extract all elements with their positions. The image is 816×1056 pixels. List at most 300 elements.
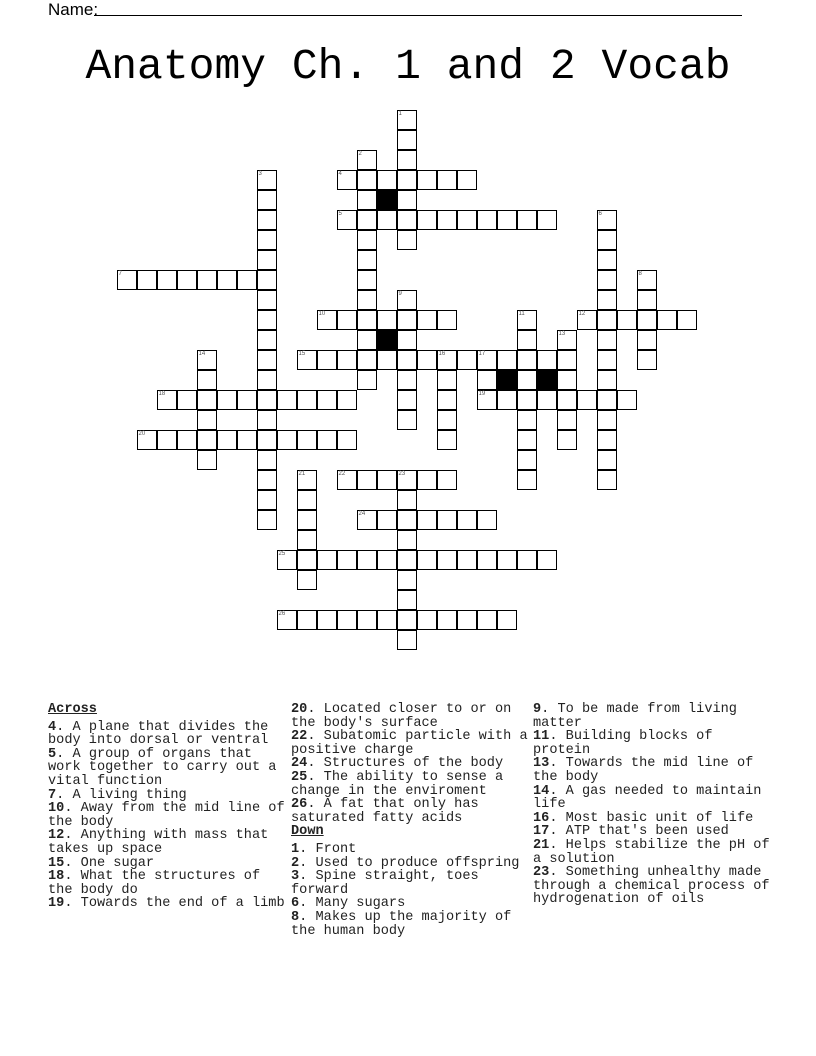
grid-cell[interactable] bbox=[357, 310, 377, 330]
clue-num: 16 bbox=[533, 810, 550, 826]
clue-number: 20 bbox=[138, 430, 146, 437]
grid-cell[interactable] bbox=[457, 210, 477, 230]
clue-number: 18 bbox=[158, 390, 166, 397]
grid-cell[interactable] bbox=[437, 350, 457, 370]
grid-cell[interactable] bbox=[597, 410, 617, 430]
grid-cell[interactable] bbox=[397, 390, 417, 410]
grid-cell[interactable] bbox=[657, 310, 677, 330]
clue-separator: . bbox=[299, 896, 316, 912]
grid-cell[interactable] bbox=[517, 390, 537, 410]
clue-text: A gas needed to maintain life bbox=[533, 783, 762, 813]
grid-cell[interactable] bbox=[417, 210, 437, 230]
grid-cell[interactable] bbox=[357, 230, 377, 250]
grid-cell[interactable] bbox=[337, 390, 357, 410]
clue-item bbox=[533, 825, 773, 839]
clue-text: Something unhealthy made through a chemical process of hydrogenation of oils bbox=[533, 865, 770, 908]
grid-cell[interactable] bbox=[637, 310, 657, 330]
clue-num: 23 bbox=[533, 865, 550, 881]
grid-cell[interactable] bbox=[257, 250, 277, 270]
grid-cell[interactable] bbox=[297, 550, 317, 570]
grid-cell[interactable] bbox=[317, 350, 337, 370]
grid-cell[interactable] bbox=[437, 510, 457, 530]
clue-num: 15 bbox=[48, 855, 65, 871]
clue-number: 17 bbox=[478, 350, 486, 357]
grid-cell[interactable] bbox=[637, 290, 657, 310]
grid-cell[interactable] bbox=[457, 610, 477, 630]
grid-cell[interactable] bbox=[177, 390, 197, 410]
grid-cell[interactable] bbox=[357, 210, 377, 230]
grid-cell[interactable] bbox=[157, 390, 177, 410]
grid-cell[interactable] bbox=[597, 270, 617, 290]
grid-cell[interactable] bbox=[317, 310, 337, 330]
grid-cell[interactable] bbox=[397, 190, 417, 210]
grid-cell[interactable] bbox=[417, 310, 437, 330]
grid-cell[interactable] bbox=[557, 350, 577, 370]
grid-cell[interactable] bbox=[397, 130, 417, 150]
grid-cell[interactable] bbox=[337, 470, 357, 490]
grid-cell[interactable] bbox=[537, 350, 557, 370]
clue-text: Anything with mass that takes up space bbox=[48, 828, 269, 857]
grid-cell[interactable] bbox=[577, 310, 597, 330]
grid-cell[interactable] bbox=[417, 350, 437, 370]
grid-cell[interactable] bbox=[257, 290, 277, 310]
clue-text: Most basic unit of life bbox=[565, 810, 754, 826]
grid-cell[interactable] bbox=[377, 510, 397, 530]
clue-number: 3 bbox=[258, 170, 262, 177]
grid-cell[interactable] bbox=[517, 330, 537, 350]
grid-cell[interactable] bbox=[557, 390, 577, 410]
grid-cell[interactable] bbox=[477, 390, 497, 410]
grid-cell[interactable] bbox=[537, 550, 557, 570]
down-heading: Down bbox=[291, 824, 324, 840]
clue-separator: . bbox=[307, 797, 324, 813]
grid-cell[interactable] bbox=[437, 410, 457, 430]
name-field bbox=[48, 0, 98, 20]
grid-cell[interactable] bbox=[597, 230, 617, 250]
grid-cell[interactable] bbox=[437, 210, 457, 230]
grid-cell[interactable] bbox=[417, 510, 437, 530]
grid-cell[interactable] bbox=[237, 270, 257, 290]
clue-text: Subatomic particle with a positive charge bbox=[291, 729, 528, 758]
clue-text: To be made from living matter bbox=[533, 702, 737, 731]
grid-cell[interactable] bbox=[217, 270, 237, 290]
grid-cell[interactable] bbox=[437, 170, 457, 190]
grid-cell[interactable] bbox=[557, 370, 577, 390]
clue-separator: . bbox=[549, 824, 566, 840]
clue-item bbox=[533, 730, 773, 757]
grid-cell[interactable] bbox=[397, 590, 417, 610]
grid-cell[interactable] bbox=[677, 310, 697, 330]
grid-cell[interactable] bbox=[157, 270, 177, 290]
clue-separator: . bbox=[56, 719, 73, 735]
grid-cell[interactable] bbox=[237, 390, 257, 410]
grid-cell[interactable] bbox=[497, 210, 517, 230]
grid-cell[interactable] bbox=[157, 430, 177, 450]
grid-cell[interactable] bbox=[257, 430, 277, 450]
grid-cell[interactable] bbox=[117, 270, 137, 290]
grid-cell[interactable] bbox=[317, 610, 337, 630]
clue-separator: . bbox=[541, 702, 558, 717]
grid-cell[interactable] bbox=[177, 270, 197, 290]
grid-cell[interactable] bbox=[497, 610, 517, 630]
clue-separator: . bbox=[64, 828, 81, 844]
grid-cell[interactable] bbox=[397, 310, 417, 330]
grid-cell[interactable] bbox=[297, 350, 317, 370]
grid-cell[interactable] bbox=[437, 370, 457, 390]
grid-cell[interactable] bbox=[537, 390, 557, 410]
grid-cell[interactable] bbox=[577, 390, 597, 410]
grid-cell[interactable] bbox=[317, 390, 337, 410]
grid-cell[interactable] bbox=[357, 470, 377, 490]
clue-num: 5 bbox=[48, 746, 57, 762]
grid-cell[interactable] bbox=[457, 550, 477, 570]
grid-cell[interactable] bbox=[197, 270, 217, 290]
clue-num: 26 bbox=[291, 797, 308, 813]
grid-cell[interactable] bbox=[357, 350, 377, 370]
clue-number: 12 bbox=[578, 310, 586, 317]
clue-num: 10 bbox=[48, 801, 65, 817]
grid-cell[interactable] bbox=[397, 330, 417, 350]
grid-cell[interactable] bbox=[357, 550, 377, 570]
grid-cell[interactable] bbox=[377, 170, 397, 190]
clue-item bbox=[533, 703, 773, 730]
clue-separator: . bbox=[299, 841, 316, 857]
grid-cell[interactable] bbox=[257, 450, 277, 470]
clue-separator: . bbox=[549, 837, 566, 853]
grid-cell[interactable] bbox=[437, 550, 457, 570]
grid-cell[interactable] bbox=[217, 390, 237, 410]
grid-cell[interactable] bbox=[257, 310, 277, 330]
grid-cell[interactable] bbox=[277, 610, 297, 630]
clue-text: ATP that's been used bbox=[565, 824, 729, 840]
grid-cell[interactable] bbox=[257, 170, 277, 190]
grid-cell[interactable] bbox=[397, 530, 417, 550]
grid-cell[interactable] bbox=[277, 390, 297, 410]
grid-cell[interactable] bbox=[377, 550, 397, 570]
grid-cell[interactable] bbox=[397, 490, 417, 510]
grid-cell[interactable] bbox=[557, 430, 577, 450]
clue-separator: . bbox=[307, 729, 324, 745]
grid-cell[interactable] bbox=[257, 230, 277, 250]
grid-cell[interactable] bbox=[257, 350, 277, 370]
grid-cell[interactable] bbox=[517, 350, 537, 370]
grid-cell[interactable] bbox=[257, 330, 277, 350]
grid-cell[interactable] bbox=[477, 210, 497, 230]
clue-number: 22 bbox=[338, 470, 346, 477]
grid-cell[interactable] bbox=[277, 550, 297, 570]
grid-cell[interactable] bbox=[437, 310, 457, 330]
grid-cell[interactable] bbox=[397, 570, 417, 590]
grid-cell[interactable] bbox=[457, 510, 477, 530]
grid-cell[interactable] bbox=[637, 330, 657, 350]
grid-cell[interactable] bbox=[477, 550, 497, 570]
grid-cell[interactable] bbox=[437, 470, 457, 490]
grid-cell[interactable] bbox=[517, 470, 537, 490]
grid-cell[interactable] bbox=[257, 390, 277, 410]
clue-text: Structures of the body bbox=[323, 756, 504, 772]
grid-cell[interactable] bbox=[397, 370, 417, 390]
grid-cell[interactable] bbox=[497, 350, 517, 370]
clue-num: 11 bbox=[533, 729, 550, 745]
clue-text: Away from the mid line of the body bbox=[48, 801, 285, 830]
grid-cell[interactable] bbox=[357, 250, 377, 270]
grid-cell[interactable] bbox=[477, 350, 497, 370]
clue-text: Used to produce offspring bbox=[315, 855, 520, 871]
clue-number: 26 bbox=[278, 610, 286, 617]
grid-cell[interactable] bbox=[257, 410, 277, 430]
grid-cell[interactable] bbox=[617, 310, 637, 330]
grid-cell[interactable] bbox=[597, 310, 617, 330]
grid-cell[interactable] bbox=[477, 610, 497, 630]
clue-num: 13 bbox=[533, 756, 550, 772]
grid-cell[interactable] bbox=[197, 390, 217, 410]
grid-cell[interactable] bbox=[257, 370, 277, 390]
clue-separator: . bbox=[307, 702, 324, 717]
clue-number: 9 bbox=[398, 290, 402, 297]
grid-cell[interactable] bbox=[297, 530, 317, 550]
grid-cell[interactable] bbox=[597, 330, 617, 350]
grid-cell[interactable] bbox=[417, 170, 437, 190]
grid-cell[interactable] bbox=[417, 550, 437, 570]
clue-text: Makes up the majority of the human body bbox=[291, 909, 512, 939]
clue-number: 13 bbox=[558, 330, 566, 337]
grid-cell[interactable] bbox=[537, 210, 557, 230]
grid-cell[interactable] bbox=[197, 430, 217, 450]
grid-cell[interactable] bbox=[397, 510, 417, 530]
clue-num: 7 bbox=[48, 787, 57, 803]
clue-separator: . bbox=[549, 865, 566, 881]
grid-cell[interactable] bbox=[257, 510, 277, 530]
black-cell bbox=[497, 370, 517, 390]
grid-cell[interactable] bbox=[517, 370, 537, 390]
grid-cell[interactable] bbox=[457, 350, 477, 370]
grid-cell[interactable] bbox=[337, 210, 357, 230]
grid-cell[interactable] bbox=[137, 430, 157, 450]
grid-cell[interactable] bbox=[517, 430, 537, 450]
grid-cell[interactable] bbox=[177, 430, 197, 450]
clue-separator: . bbox=[307, 756, 324, 772]
grid-cell[interactable] bbox=[217, 430, 237, 450]
grid-cell[interactable] bbox=[417, 610, 437, 630]
grid-cell[interactable] bbox=[597, 370, 617, 390]
clue-text: Many sugars bbox=[315, 896, 406, 912]
grid-cell[interactable] bbox=[237, 430, 257, 450]
grid-cell[interactable] bbox=[297, 510, 317, 530]
grid-cell[interactable] bbox=[397, 170, 417, 190]
clue-number: 6 bbox=[598, 210, 602, 217]
grid-cell[interactable] bbox=[357, 290, 377, 310]
clue-text: A fat that only has saturated fatty acids bbox=[291, 797, 479, 826]
grid-cell[interactable] bbox=[597, 390, 617, 410]
grid-cell[interactable] bbox=[197, 350, 217, 370]
grid-cell[interactable] bbox=[377, 610, 397, 630]
clue-number: 16 bbox=[438, 350, 446, 357]
grid-cell[interactable] bbox=[257, 210, 277, 230]
grid-cell[interactable] bbox=[337, 350, 357, 370]
grid-cell[interactable] bbox=[337, 430, 357, 450]
clue-separator: . bbox=[64, 869, 81, 885]
grid-cell[interactable] bbox=[357, 190, 377, 210]
grid-cell[interactable] bbox=[397, 630, 417, 650]
grid-cell[interactable] bbox=[277, 430, 297, 450]
grid-cell[interactable] bbox=[517, 210, 537, 230]
grid-cell[interactable] bbox=[197, 450, 217, 470]
clue-number: 2 bbox=[358, 150, 362, 157]
grid-cell[interactable] bbox=[397, 110, 417, 130]
clue-num: 19 bbox=[48, 896, 65, 912]
clue-text: Helps stabilize the pH of a solution bbox=[533, 837, 770, 867]
clue-item bbox=[533, 757, 773, 784]
grid-cell[interactable] bbox=[597, 470, 617, 490]
grid-cell[interactable] bbox=[557, 410, 577, 430]
clue-item bbox=[291, 870, 531, 897]
grid-cell[interactable] bbox=[517, 310, 537, 330]
grid-cell[interactable] bbox=[337, 310, 357, 330]
across-heading: Across bbox=[48, 702, 97, 717]
grid-cell[interactable] bbox=[477, 370, 497, 390]
grid-cell[interactable] bbox=[357, 150, 377, 170]
grid-cell[interactable] bbox=[257, 470, 277, 490]
clues-column-3 bbox=[533, 703, 773, 907]
clue-item bbox=[533, 785, 773, 812]
clue-separator: . bbox=[56, 746, 73, 762]
name-blank-line[interactable] bbox=[94, 15, 742, 16]
grid-cell[interactable] bbox=[297, 470, 317, 490]
grid-cell[interactable] bbox=[637, 350, 657, 370]
grid-cell[interactable] bbox=[417, 470, 437, 490]
grid-cell[interactable] bbox=[397, 230, 417, 250]
grid-cell[interactable] bbox=[357, 330, 377, 350]
clue-text: Located closer to or on the body's surface bbox=[291, 702, 512, 731]
clue-num: 2 bbox=[291, 855, 300, 871]
grid-cell[interactable] bbox=[397, 350, 417, 370]
clue-item bbox=[291, 911, 531, 938]
grid-cell[interactable] bbox=[317, 430, 337, 450]
grid-cell[interactable] bbox=[517, 410, 537, 430]
grid-cell[interactable] bbox=[397, 610, 417, 630]
clue-item bbox=[291, 703, 531, 730]
clue-item bbox=[291, 771, 531, 798]
grid-cell[interactable] bbox=[437, 610, 457, 630]
grid-cell[interactable] bbox=[337, 550, 357, 570]
clue-num: 22 bbox=[291, 729, 308, 745]
black-cell bbox=[537, 370, 557, 390]
grid-cell[interactable] bbox=[197, 410, 217, 430]
grid-cell[interactable] bbox=[357, 170, 377, 190]
grid-cell[interactable] bbox=[497, 390, 517, 410]
grid-cell[interactable] bbox=[397, 410, 417, 430]
clue-text: The ability to sense a change in the enviroment bbox=[291, 769, 504, 799]
grid-cell[interactable] bbox=[397, 150, 417, 170]
grid-cell[interactable] bbox=[257, 190, 277, 210]
grid-cell[interactable] bbox=[597, 450, 617, 470]
grid-cell[interactable] bbox=[397, 290, 417, 310]
clue-number: 1 bbox=[398, 110, 402, 117]
grid-cell[interactable] bbox=[457, 170, 477, 190]
grid-cell[interactable] bbox=[137, 270, 157, 290]
clue-text: Front bbox=[315, 841, 357, 857]
grid-cell[interactable] bbox=[377, 210, 397, 230]
grid-cell[interactable] bbox=[357, 270, 377, 290]
grid-cell[interactable] bbox=[357, 610, 377, 630]
clue-text: What the structures of the body do bbox=[48, 869, 261, 898]
grid-cell[interactable] bbox=[597, 210, 617, 230]
grid-cell[interactable] bbox=[317, 550, 337, 570]
grid-cell[interactable] bbox=[377, 470, 397, 490]
grid-cell[interactable] bbox=[397, 550, 417, 570]
grid-cell[interactable] bbox=[597, 430, 617, 450]
clue-text: A living thing bbox=[72, 787, 187, 803]
grid-cell[interactable] bbox=[357, 510, 377, 530]
grid-cell[interactable] bbox=[297, 390, 317, 410]
grid-cell[interactable] bbox=[517, 450, 537, 470]
grid-cell[interactable] bbox=[257, 490, 277, 510]
grid-cell[interactable] bbox=[437, 390, 457, 410]
clues-column-2 bbox=[291, 703, 531, 938]
clue-num: 4 bbox=[48, 719, 57, 735]
black-cell bbox=[377, 190, 397, 210]
grid-cell[interactable] bbox=[497, 550, 517, 570]
clue-number: 10 bbox=[318, 310, 326, 317]
clue-text: Towards the end of a limb bbox=[80, 896, 285, 912]
clue-num: 20 bbox=[291, 702, 308, 717]
clue-item bbox=[48, 857, 288, 871]
clue-num: 25 bbox=[291, 769, 308, 785]
clue-num: 6 bbox=[291, 896, 300, 912]
clue-item bbox=[291, 798, 531, 825]
grid-cell[interactable] bbox=[257, 270, 277, 290]
grid-cell[interactable] bbox=[337, 610, 357, 630]
clue-text: Towards the mid line of the body bbox=[533, 756, 754, 785]
clue-item bbox=[533, 812, 773, 826]
grid-cell[interactable] bbox=[597, 290, 617, 310]
clue-text: Spine straight, toes forward bbox=[291, 869, 479, 898]
grid-cell[interactable] bbox=[477, 510, 497, 530]
clue-separator: . bbox=[299, 855, 316, 871]
grid-cell[interactable] bbox=[397, 210, 417, 230]
grid-cell[interactable] bbox=[597, 250, 617, 270]
grid-cell[interactable] bbox=[637, 270, 657, 290]
grid-cell[interactable] bbox=[297, 570, 317, 590]
clue-num: 17 bbox=[533, 824, 550, 840]
grid-cell[interactable] bbox=[437, 430, 457, 450]
grid-cell[interactable] bbox=[617, 390, 637, 410]
grid-cell[interactable] bbox=[377, 350, 397, 370]
page-title: Anatomy Ch. 1 and 2 Vocab bbox=[85, 42, 731, 91]
grid-cell[interactable] bbox=[297, 610, 317, 630]
grid-cell[interactable] bbox=[597, 350, 617, 370]
grid-cell[interactable] bbox=[377, 310, 397, 330]
grid-cell[interactable] bbox=[337, 170, 357, 190]
grid-cell[interactable] bbox=[517, 550, 537, 570]
grid-cell[interactable] bbox=[197, 370, 217, 390]
clue-number: 11 bbox=[518, 310, 525, 317]
clue-item bbox=[291, 897, 531, 911]
grid-cell[interactable] bbox=[557, 330, 577, 350]
grid-cell[interactable] bbox=[357, 370, 377, 390]
clue-number: 24 bbox=[358, 510, 366, 517]
grid-cell[interactable] bbox=[297, 490, 317, 510]
clue-separator: . bbox=[299, 909, 316, 925]
clue-item bbox=[291, 730, 531, 757]
clue-separator: . bbox=[549, 783, 566, 799]
clue-separator: . bbox=[307, 769, 324, 785]
clue-text: One sugar bbox=[80, 855, 155, 871]
grid-cell[interactable] bbox=[297, 430, 317, 450]
clue-separator: . bbox=[64, 801, 81, 817]
grid-cell[interactable] bbox=[397, 470, 417, 490]
clues-column-1 bbox=[48, 703, 288, 911]
